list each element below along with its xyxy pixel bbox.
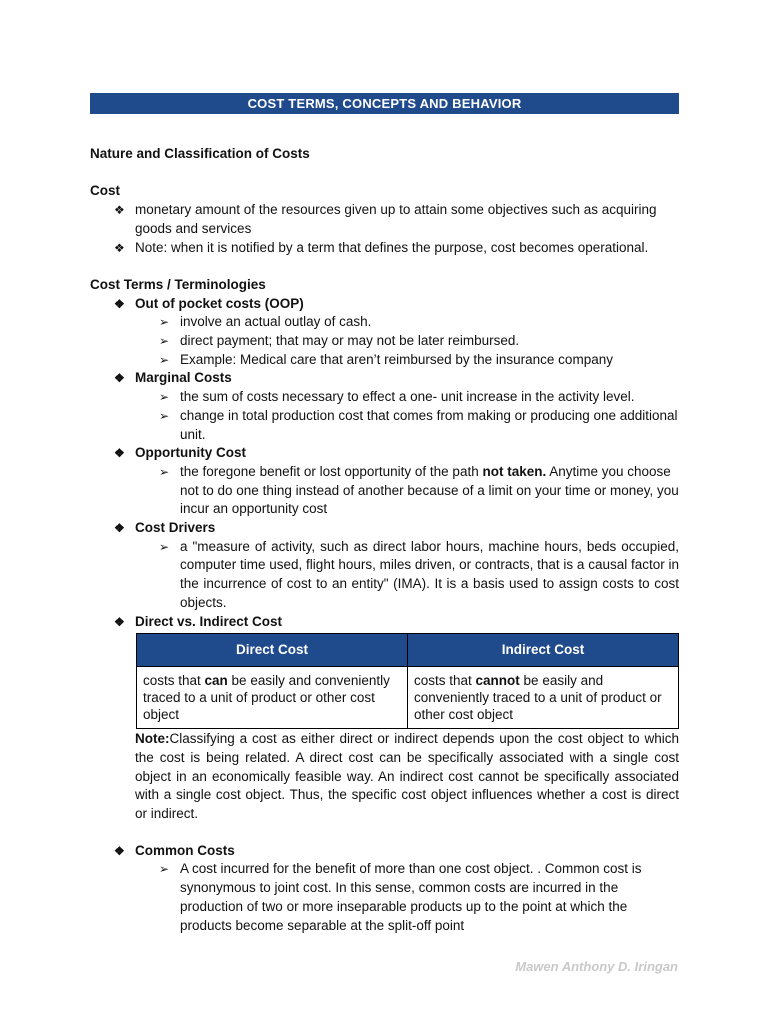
arrow-bullet-icon: ➢	[159, 408, 170, 423]
list-item: ➢ A cost incurred for the benefit of more than one cost object. . Common cost is synonymous to joint cost. In this sense, common costs are incurred in the production of two or more inseparable products up to the point at which the products become separable at the split-off point	[159, 861, 642, 933]
diamond-bullet-icon: ❖	[114, 446, 125, 461]
author-signature: Mawen Anthony D. Iringan	[515, 959, 678, 974]
diamond-bullet-icon: ❖	[114, 203, 125, 218]
direct-indirect-table	[136, 633, 679, 729]
table-header-indirect: Indirect Cost	[408, 634, 679, 667]
table-row	[137, 667, 679, 729]
term-drivers-title: ❖ Cost Drivers	[90, 519, 679, 538]
diamond-bullet-icon: ❖	[114, 371, 125, 386]
arrow-bullet-icon: ➢	[159, 334, 170, 348]
list-item: ❖ Note: when it is notified by a term that defines the purpose, cost becomes operational.	[90, 239, 679, 258]
list-item: ❖ monetary amount of the resources given up to attain some objectives such as acquiring goods and services	[114, 202, 657, 236]
cost-list	[90, 201, 679, 257]
title-banner: COST TERMS, CONCEPTS AND BEHAVIOR	[90, 93, 679, 114]
list-item: ➢ involve an actual outlay of cash.	[90, 313, 679, 332]
section-title: Nature and Classification of Costs	[90, 146, 310, 161]
list-item: ➢ direct payment; that may or may not be later reimbursed.	[90, 332, 679, 351]
document-page	[90, 93, 679, 935]
arrow-bullet-icon: ➢	[159, 315, 170, 330]
terms-list	[90, 295, 679, 632]
term-opportunity-title: ❖ Opportunity Cost	[90, 444, 679, 463]
arrow-bullet-icon: ➢	[159, 862, 170, 877]
term-direct-indirect-title: ❖ Direct vs. Indirect Cost	[90, 613, 679, 632]
direct-indirect-note: Note:Classifying a cost as either direct or indirect depends upon the cost object to which the cost is being related. A direct cost can be specifically associated with a single cost object in an economically feasible way. An indirect cost cannot be specifically associated with a single cost object. Thus, the specific cost object influences whether a cost is direct or indirect.	[135, 731, 679, 822]
arrow-bullet-icon: ➢	[159, 352, 170, 367]
diamond-bullet-icon: ❖	[114, 843, 125, 858]
table-cell-indirect: costs that cannot be easily and conveniently traced to a unit of product or other cost object	[408, 667, 679, 729]
diamond-bullet-icon: ❖	[114, 614, 125, 629]
list-item: ➢ a "measure of activity, such as direct labor hours, machine hours, beds occupied, computer time used, flight hours, miles driven, or contracts, that is a causal factor in the incurrence of cost to an entity" (IMA). It is a basis used to assign costs to cost objects.	[159, 538, 679, 610]
diamond-bullet-icon: ❖	[114, 296, 125, 311]
term-common-title: ❖ Common Costs	[90, 842, 679, 861]
term-oop-title: ❖ Out of pocket costs (OOP)	[90, 295, 679, 314]
list-item: ➢ change in total production cost that comes from making or producing one additional unit.	[159, 407, 678, 442]
diamond-bullet-icon: ❖	[114, 240, 125, 255]
common-costs-list	[90, 842, 679, 936]
list-item: ➢ the sum of costs necessary to effect a one- unit increase in the activity level.	[90, 388, 679, 407]
list-item: ➢ the foregone benefit or lost opportunity of the path not taken. Anytime you choose not to do one thing instead of another because of a limit on your time or money, you incur an opportunity cost	[159, 463, 679, 517]
table-cell-direct: costs that can be easily and conveniently traced to a unit of product or other cost object	[137, 667, 408, 729]
table-header-direct: Direct Cost	[137, 634, 408, 667]
arrow-bullet-icon: ➢	[159, 539, 170, 554]
arrow-bullet-icon: ➢	[159, 390, 170, 405]
diamond-bullet-icon: ❖	[114, 521, 125, 536]
terms-heading: Cost Terms / Terminologies	[90, 276, 266, 292]
cost-heading: Cost	[90, 183, 120, 199]
arrow-bullet-icon: ➢	[159, 464, 170, 479]
term-marginal-title: ❖ Marginal Costs	[90, 369, 679, 388]
list-item: ➢ Example: Medical care that aren’t reimbursed by the insurance company	[90, 351, 679, 370]
